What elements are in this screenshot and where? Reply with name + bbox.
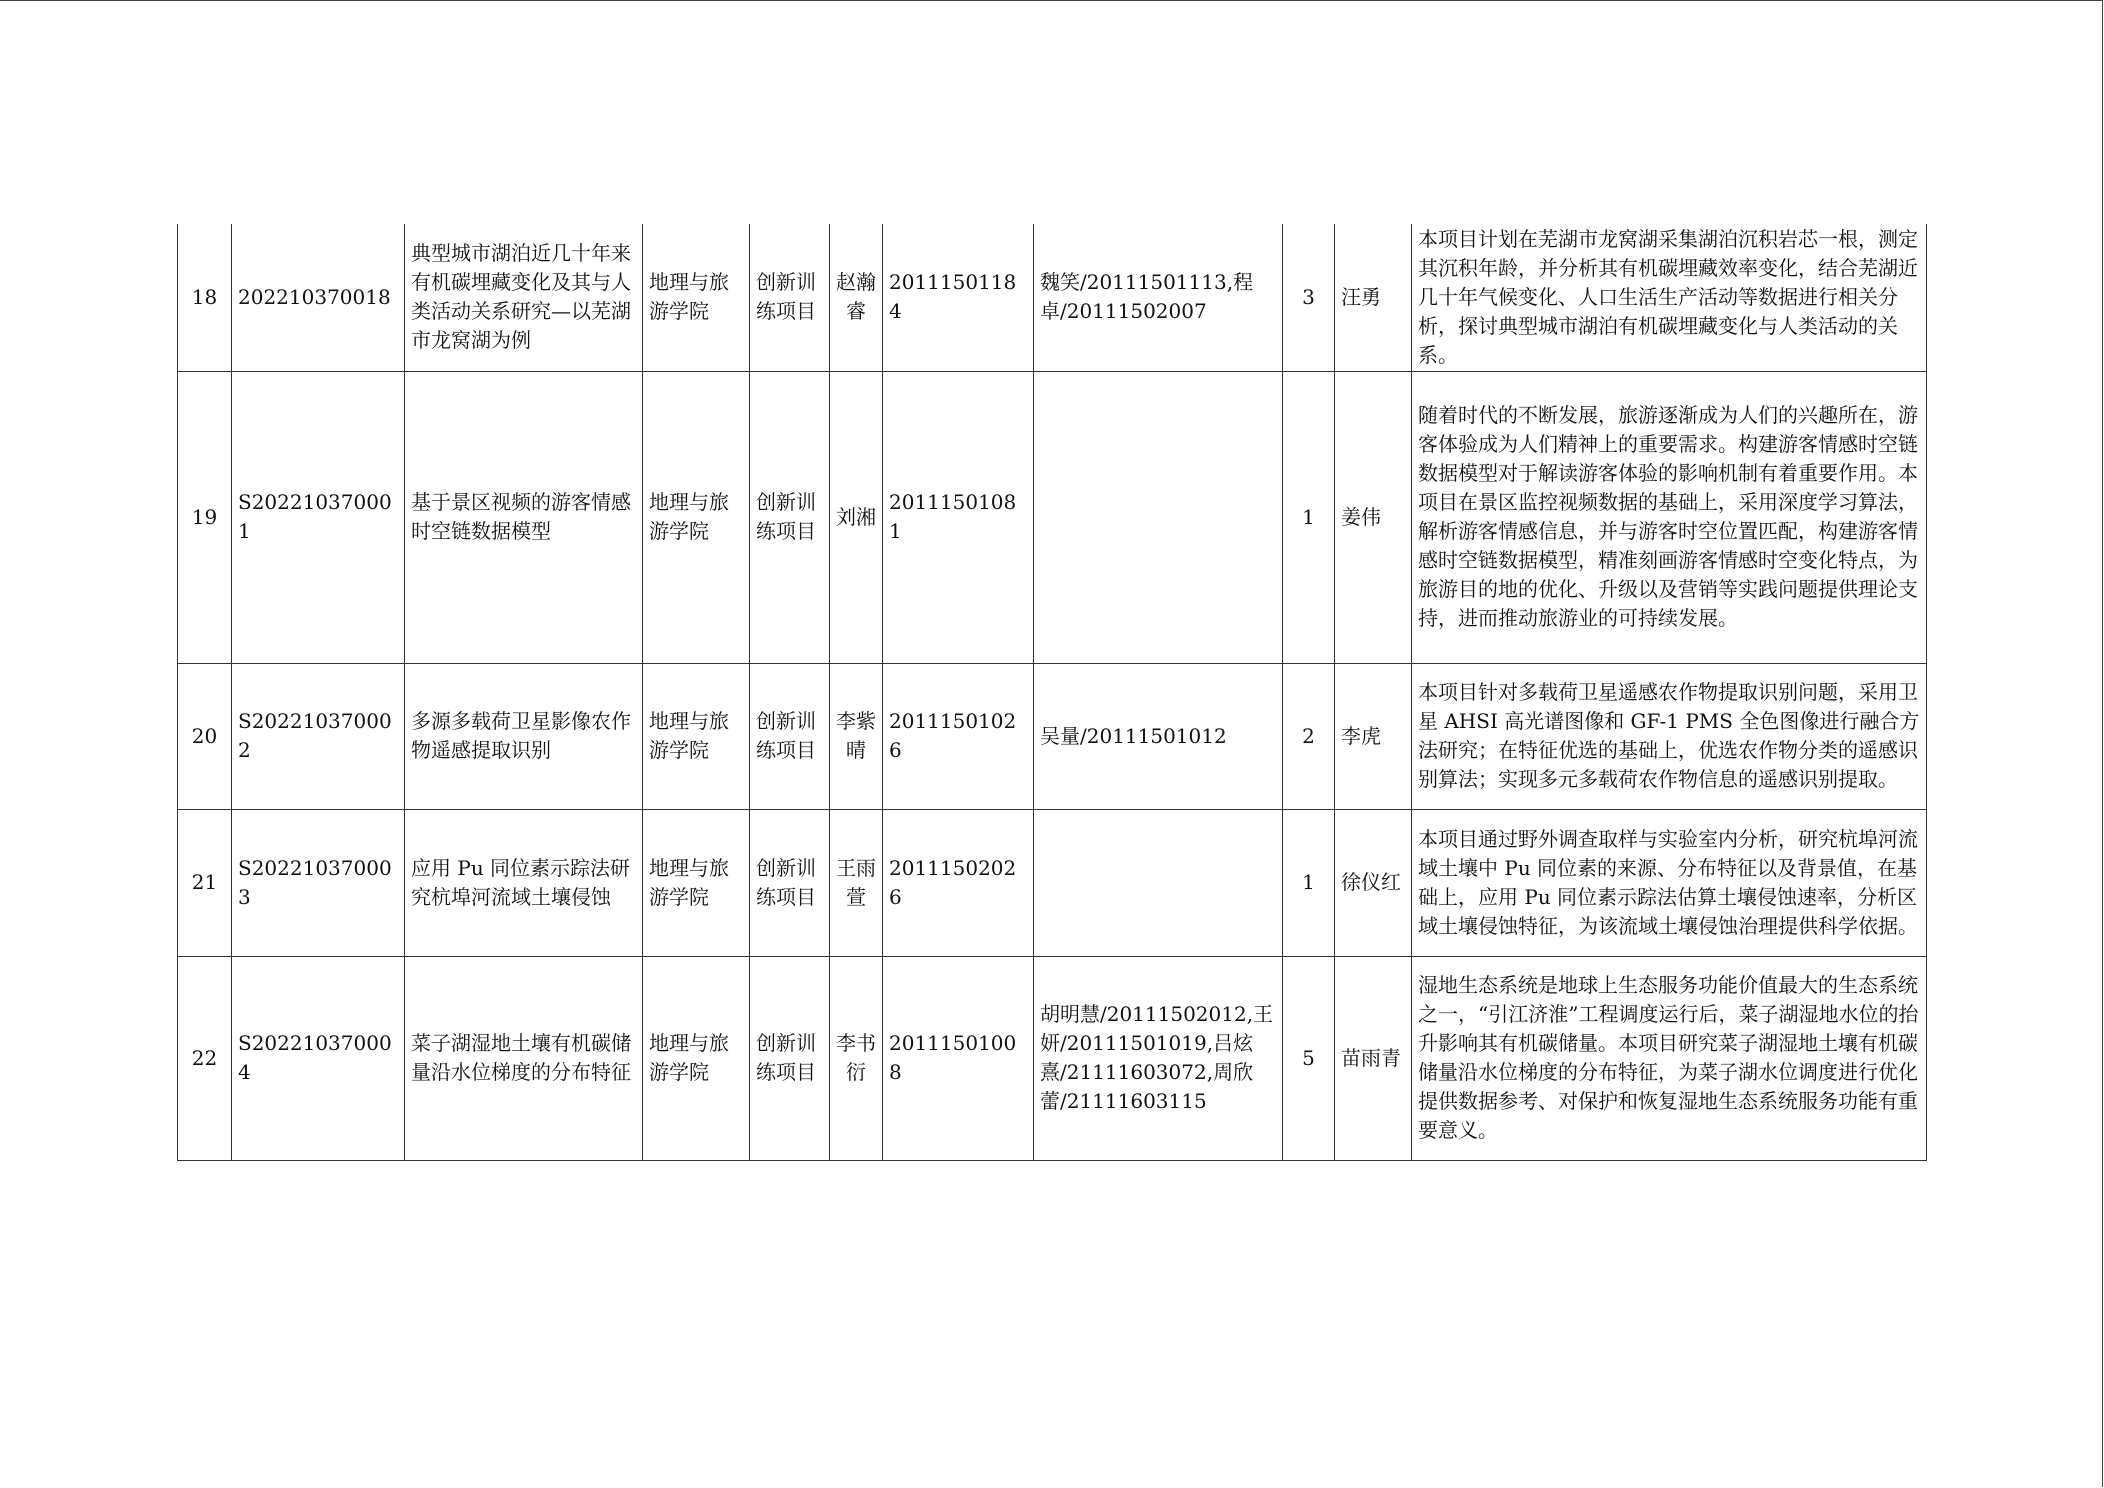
table-row bbox=[178, 371, 1927, 663]
table-row bbox=[178, 809, 1927, 956]
project-code: 202210370018 bbox=[232, 224, 405, 371]
leader-name: 李紫晴 bbox=[830, 663, 883, 809]
table-row bbox=[178, 956, 1927, 1160]
members bbox=[1034, 371, 1283, 663]
row-seq: 18 bbox=[178, 224, 232, 371]
member-count: 3 bbox=[1283, 224, 1335, 371]
college: 地理与旅游学院 bbox=[643, 956, 750, 1160]
project-type: 创新训练项目 bbox=[750, 371, 830, 663]
member-count: 1 bbox=[1283, 809, 1335, 956]
row-seq: 20 bbox=[178, 663, 232, 809]
student-id: 20111502026 bbox=[883, 809, 1034, 956]
table-row bbox=[178, 663, 1927, 809]
project-type: 创新训练项目 bbox=[750, 956, 830, 1160]
college: 地理与旅游学院 bbox=[643, 809, 750, 956]
row-seq: 22 bbox=[178, 956, 232, 1160]
college: 地理与旅游学院 bbox=[643, 371, 750, 663]
project-type: 创新训练项目 bbox=[750, 663, 830, 809]
advisor-name: 苗雨青 bbox=[1335, 956, 1412, 1160]
members: 胡明慧/20111502012,王妍/20111501019,吕炫熹/21111603072,周欣蕾/21111603115 bbox=[1034, 956, 1283, 1160]
advisor-name: 汪勇 bbox=[1335, 224, 1412, 371]
members: 魏笑/20111501113,程卓/20111502007 bbox=[1034, 224, 1283, 371]
student-id: 20111501026 bbox=[883, 663, 1034, 809]
project-title: 应用 Pu 同位素示踪法研究杭埠河流域土壤侵蚀 bbox=[405, 809, 643, 956]
project-title: 多源多载荷卫星影像农作物遥感提取识别 bbox=[405, 663, 643, 809]
project-code: S202210370004 bbox=[232, 956, 405, 1160]
project-type: 创新训练项目 bbox=[750, 224, 830, 371]
project-type: 创新训练项目 bbox=[750, 809, 830, 956]
row-seq: 21 bbox=[178, 809, 232, 956]
college: 地理与旅游学院 bbox=[643, 224, 750, 371]
advisor-name: 徐仪红 bbox=[1335, 809, 1412, 956]
row-seq: 19 bbox=[178, 371, 232, 663]
leader-name: 李书衍 bbox=[830, 956, 883, 1160]
student-id: 20111501184 bbox=[883, 224, 1034, 371]
project-code: S202210370002 bbox=[232, 663, 405, 809]
student-id: 20111501008 bbox=[883, 956, 1034, 1160]
advisor-name: 李虎 bbox=[1335, 663, 1412, 809]
leader-name: 刘湘 bbox=[830, 371, 883, 663]
project-summary: 本项目针对多载荷卫星遥感农作物提取识别问题，采用卫星 AHSI 高光谱图像和 GF-1 PMS 全色图像进行融合方法研究；在特征优选的基础上，优选农作物分类的遥感识别算法；实现多元多载荷农作物信息的遥感识别提取。 bbox=[1412, 663, 1927, 809]
project-summary: 随着时代的不断发展，旅游逐渐成为人们的兴趣所在，游客体验成为人们精神上的重要需求。构建游客情感时空链数据模型对于解读游客体验的影响机制有着重要作用。本项目在景区监控视频数据的基础上，采用深度学习算法，解析游客情感信息，并与游客时空位置匹配，构建游客情感时空链数据模型，精准刻画游客情感时空变化特点，为旅游目的地的优化、升级以及营销等实践问题提供理论支持，进而推动旅游业的可持续发展。 bbox=[1412, 371, 1927, 663]
members: 吴量/20111501012 bbox=[1034, 663, 1283, 809]
project-title: 典型城市湖泊近几十年来有机碳埋藏变化及其与人类活动关系研究—以芜湖市龙窝湖为例 bbox=[405, 224, 643, 371]
leader-name: 王雨萱 bbox=[830, 809, 883, 956]
leader-name: 赵瀚睿 bbox=[830, 224, 883, 371]
member-count: 1 bbox=[1283, 371, 1335, 663]
project-summary: 本项目计划在芜湖市龙窝湖采集湖泊沉积岩芯一根，测定其沉积年龄，并分析其有机碳埋藏效率变化，结合芜湖近几十年气候变化、人口生活生产活动等数据进行相关分析，探讨典型城市湖泊有机碳埋藏变化与人类活动的关系。 bbox=[1412, 224, 1927, 371]
member-count: 2 bbox=[1283, 663, 1335, 809]
student-id: 20111501081 bbox=[883, 371, 1034, 663]
project-title: 基于景区视频的游客情感时空链数据模型 bbox=[405, 371, 643, 663]
project-code: S202210370001 bbox=[232, 371, 405, 663]
project-code: S202210370003 bbox=[232, 809, 405, 956]
project-summary: 本项目通过野外调查取样与实验室内分析，研究杭埠河流域土壤中 Pu 同位素的来源、分布特征以及背景值，在基础上，应用 Pu 同位素示踪法估算土壤侵蚀速率，分析区域土壤侵蚀特征，为该流域土壤侵蚀治理提供科学依据。 bbox=[1412, 809, 1927, 956]
project-table bbox=[177, 224, 1927, 1161]
members bbox=[1034, 809, 1283, 956]
project-summary: 湿地生态系统是地球上生态服务功能价值最大的生态系统之一，“引江济淮”工程调度运行后，菜子湖湿地水位的抬升影响其有机碳储量。本项目研究菜子湖湿地土壤有机碳储量沿水位梯度的分布特征，为菜子湖水位调度进行优化提供数据参考、对保护和恢复湿地生态系统服务功能有重要意义。 bbox=[1412, 956, 1927, 1160]
project-title: 菜子湖湿地土壤有机碳储量沿水位梯度的分布特征 bbox=[405, 956, 643, 1160]
table-row bbox=[178, 224, 1927, 371]
member-count: 5 bbox=[1283, 956, 1335, 1160]
college: 地理与旅游学院 bbox=[643, 663, 750, 809]
advisor-name: 姜伟 bbox=[1335, 371, 1412, 663]
